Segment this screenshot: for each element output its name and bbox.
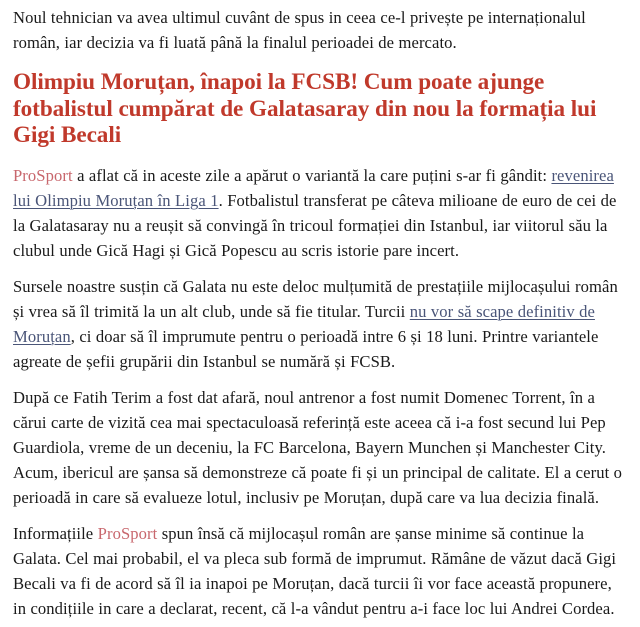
inline-article-link[interactable]: revenirea lui Olimpiu Moruțan în Liga 1 — [13, 165, 614, 210]
p-coach: După ce Fatih Terim a fost dat afară, noul antrenor a fost numit Domenec Torrent, în a cărui carte de vizită cea mai spectaculoasă referință este aceea că i-a fost secund lui Pep Guardiola, vreme de un deceniu, la FC Barcelona, Bayern Munchen și Manchester City. Acum, ibericul are șansa să demonstreze că poate fi și un principal de calitate. El a cerut o perioadă in care să evalueze lotul, inclusiv pe Moruțan, după care va lua decizia finală. — [13, 387, 623, 507]
p-outlook: Informațiile ProSport spun însă că mijlocașul român are șanse minime să continue la Galata. Cel mai probabil, el va pleca sub formă de imprumut. Rămâne de văzut dacă Gigi Becali va fi de acord să îl ia inapoi pe Moruțan, dacă turcii îi vor face această propunere, in condițiile in care a declarat, recent, că l-a vândut pentru a-i face loc lui Andrei Cordea. — [13, 523, 617, 618]
intro-paragraph: Noul tehnician va avea ultimul cuvânt de spus in ceea ce-l privește pe internaționalul român, iar decizia va fi luată până la finalul perioadei de mercato. — [13, 8, 586, 52]
article-headline: Olimpiu Moruțan, înapoi la FCSB! Cum poate ajunge fotbalistul cumpărat de Galatasaray din nou la formația lui Gigi Becali — [13, 69, 597, 148]
brand-mention: ProSport — [97, 523, 158, 543]
p-sources: Sursele noastre susțin că Galata nu este deloc mulțumită de prestațiile mijlocașului român și vrea să îl trimită la un alt club, unde să fie titular. Turcii nu vor să scape definitiv de Moruțan, ci doar să îl imprumute pentru o perioadă intre 6 și 18 luni. Printre variantele agreate de șefii grupării din Istanbul se numără și FCSB. — [13, 276, 618, 371]
inline-article-link[interactable]: nu vor să scape definitiv de Moruțan — [13, 301, 595, 346]
p-lead: ProSport a aflat că in aceste zile a apărut o variantă la care puțini s-ar fi gândit: revenirea lui Olimpiu Moruțan în Liga 1. Fotbalistul transferat pe câteva milioane de euro de cei de la Galatasaray nu a reușit să convingă în tricoul formației din Istanbul, iar viitorul său la clubul unde Gică Hagi și Gică Popescu au scris istorie pare incert. — [13, 165, 617, 260]
brand-mention: ProSport — [13, 165, 73, 185]
paragraph-container — [13, 163, 626, 621]
